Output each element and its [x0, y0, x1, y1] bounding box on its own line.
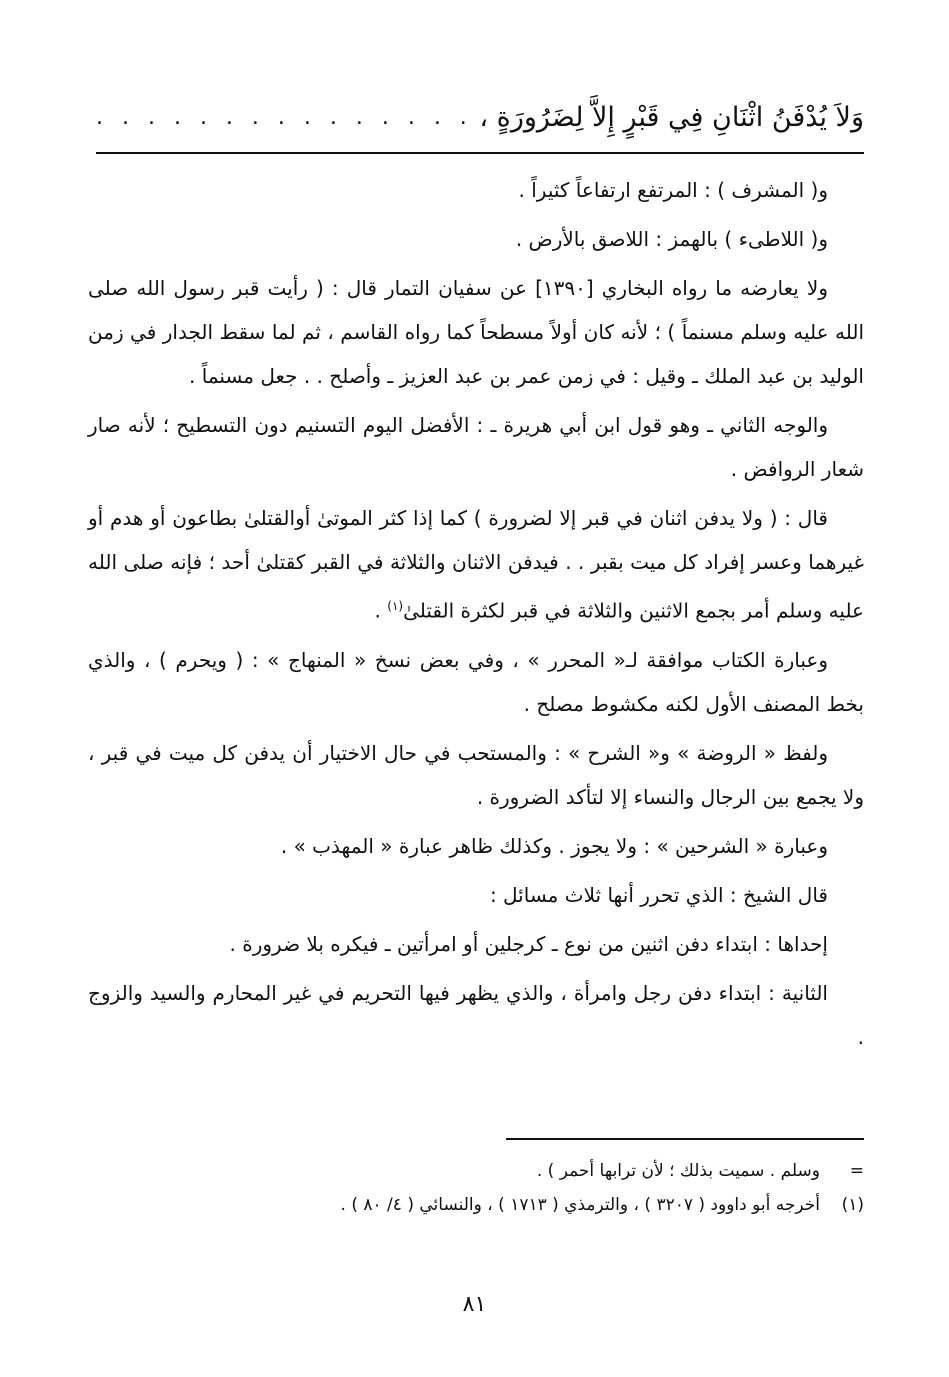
footnote-mark: (١) — [841, 1195, 864, 1215]
paragraph-1: و( المشرف ) : المرتفع ارتفاعاً كثيراً . — [518, 178, 828, 202]
paragraph-10: إحداها : ابتداء دفن اثنين من نوع ـ كرجلين أو امرأتين ـ فيكره بلا ضرورة . — [229, 931, 828, 956]
header-title: وَلاَ يُدْفَنُ اثْنَانِ فِي قَبْرٍ إِلاَّ لِضَرُورَةٍ ، — [479, 102, 864, 133]
running-header — [96, 78, 864, 138]
footnote-mark: = — [849, 1161, 864, 1181]
header-divider — [96, 152, 864, 154]
footnote-continuation — [88, 1154, 864, 1188]
footnotes — [88, 1154, 864, 1222]
page-number: ٨١ — [462, 1292, 487, 1317]
footnote-text: وسلم . سميت بذلك ؛ لأن ترابها أحمر ) . — [536, 1161, 820, 1181]
paragraph-4: والوجه الثاني ـ وهو قول ابن أبي هريرة ـ : الأفضل اليوم التسنيم دون التسطيح ؛ لأنه صار شعار الروافض . — [88, 413, 864, 481]
paragraph-8: وعبارة « الشرحين » : ولا يجوز . وكذلك ظاهر عبارة « المهذب » . — [280, 833, 828, 858]
paragraph-5-text: قال : ( ولا يدفن اثنان في قبر إلا لضرورة ) كما إذا كثر الموتىٰ أوالقتلىٰ بطاعون أو هدم أو غيرهما وعسر إفراد كل ميت بقبر . . فيدفن الاثنان والثلاثة في القبر كقتلىٰ أحد ؛ فإنه صلى الله عليه وسلم أمر بجمع الاثنين والثلاثة في قبر لكثرة القتلىٰ — [88, 506, 864, 623]
footnote-divider — [506, 1138, 864, 1140]
paragraph-3: ولا يعارضه ما رواه البخاري [١٣٩٠] عن سفيان التمار قال : ( رأيت قبر رسول الله صلى الله عليه وسلم مسنماً ) ؛ لأنه كان أولاً مسطحاً كما رواه القاسم ، ثم لما سقط الجدار في زمن الوليد بن عبد الملك ـ وقيل : في زمن عمر بن عبد العزيز ـ وأصلح . . جعل مسنماً . — [88, 276, 864, 388]
header-dot-leader: . . . . . . . . . . . . . . . — [96, 105, 473, 130]
paragraph-5-end: . — [374, 598, 388, 623]
paragraph-2: و( اللاطىء ) بالهمز : اللاصق بالأرض . — [515, 227, 828, 251]
paragraph-9: قال الشيخ : الذي تحرر أنها ثلاث مسائل : — [489, 882, 828, 907]
paragraph-11: الثانية : ابتداء دفن رجل وامرأة ، والذي يظهر فيها التحريم في غير المحارم والسيد والزوج . — [88, 980, 864, 1049]
main-text — [88, 168, 864, 1064]
footnote-1 — [88, 1188, 864, 1222]
footnote-text: أخرجه أبو داوود ( ٣٢٠٧ ) ، والترمذي ( ١٧١٣ ) ، والنسائي ( ٤/ ٨٠ ) . — [340, 1195, 820, 1215]
paragraph-6: وعبارة الكتاب موافقة لـ« المحرر » ، وفي بعض نسخ « المنهاج » : ( ويحرم ) ، والذي بخط المصنف الأول لكنه مكشوط مصلح . — [88, 647, 864, 716]
paragraph-7: ولفظ « الروضة » و« الشرح » : والمستحب في حال الاختيار أن يدفن كل ميت في قبر ، ولا يجمع بين الرجال والنساء إلا لتأكد الضرورة . — [88, 740, 864, 809]
paragraph-5 — [88, 496, 864, 633]
footnote-reference-1[interactable]: (١) — [387, 599, 404, 613]
